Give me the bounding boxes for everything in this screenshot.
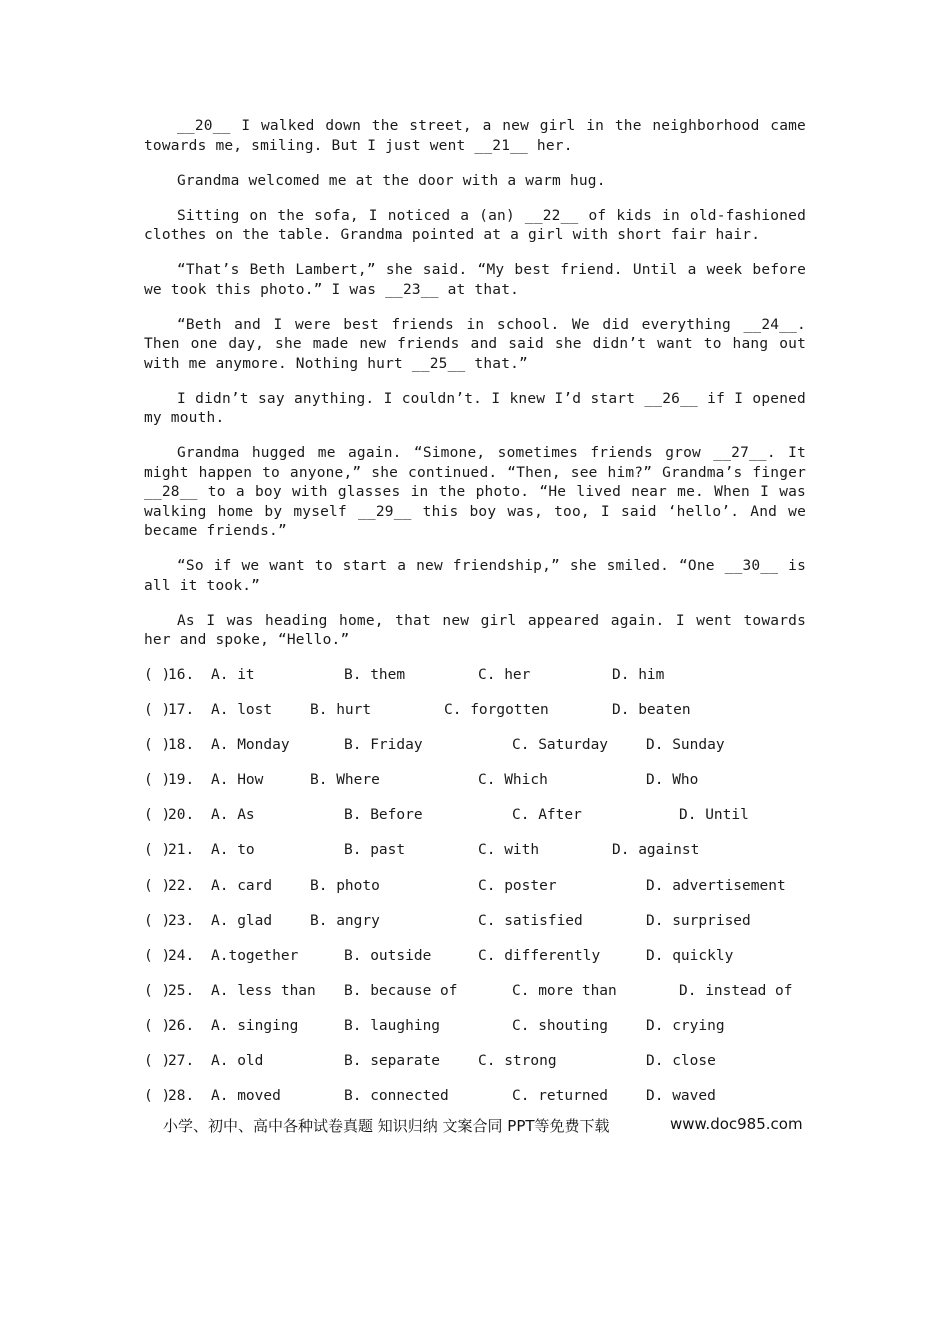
question-row	[144, 806, 806, 841]
question-row	[144, 736, 806, 771]
question-number: 20.	[168, 807, 195, 824]
footer-website: www.doc985.com	[670, 1115, 803, 1133]
option-c: C. satisfied	[478, 912, 583, 929]
question-row	[144, 701, 806, 736]
answer-blank: ( )	[144, 772, 171, 789]
option-c: C. differently	[478, 947, 601, 964]
passage-paragraph: Sitting on the sofa, I noticed a (an) __22__ of kids in old-fashioned clothes on the table. Grandma pointed at a girl with short fair hair.	[144, 207, 806, 243]
option-a: A. old	[211, 1053, 264, 1070]
option-c: C. with	[478, 842, 540, 859]
option-a: A. Monday	[211, 737, 290, 754]
question-row	[144, 1017, 806, 1052]
passage-paragraph: I didn’t say anything. I couldn’t. I knew I’d start __26__ if I opened my mouth.	[144, 390, 806, 426]
option-c: C. After	[512, 807, 582, 824]
question-number: 21.	[168, 842, 195, 859]
option-d: D. Sunday	[646, 737, 725, 754]
option-d: D. against	[612, 842, 700, 859]
option-d: D. surprised	[646, 912, 751, 929]
option-b: B. angry	[310, 912, 380, 929]
option-c: C. her	[478, 667, 531, 683]
question-row	[144, 912, 806, 947]
option-b: B. Friday	[344, 737, 423, 754]
option-d: D. Until	[679, 807, 749, 824]
option-d: D. quickly	[646, 947, 734, 964]
option-b: B. laughing	[344, 1017, 441, 1034]
option-c: C. forgotten	[444, 702, 549, 719]
answer-blank: ( )	[144, 1088, 171, 1105]
option-b: B. hurt	[310, 702, 372, 719]
option-b: B. outside	[344, 947, 432, 964]
option-d: D. crying	[646, 1017, 725, 1034]
passage-paragraph: “Beth and I were best friends in school. We did everything __24__. Then one day, she made new friends and said she didn’t want to hang out with me anymore. Nothing hurt __25__ that.”	[144, 316, 806, 372]
answer-blank: ( )	[144, 667, 171, 683]
footer	[163, 1115, 803, 1136]
question-number: 23.	[168, 912, 195, 929]
document-page	[144, 117, 806, 1122]
option-a: A. As	[211, 807, 255, 824]
answer-blank: ( )	[144, 912, 171, 929]
passage-paragraph: As I was heading home, that new girl appeared again. I went towards her and spoke, “Hello.”	[144, 612, 806, 648]
answer-blank: ( )	[144, 737, 171, 754]
option-d: D. beaten	[612, 702, 691, 719]
option-b: B. photo	[310, 877, 380, 894]
question-row	[144, 666, 806, 701]
option-a: A. How	[211, 772, 264, 789]
option-b: B. Where	[310, 772, 380, 789]
option-b: B. connected	[344, 1088, 449, 1105]
footer-text: 小学、初中、高中各种试卷真题 知识归纳 文案合同 PPT等免费下载	[163, 1117, 610, 1135]
option-d: D. him	[612, 667, 665, 683]
question-number: 16.	[168, 667, 195, 683]
passage-paragraph: Grandma welcomed me at the door with a warm hug.	[177, 172, 606, 189]
question-number: 27.	[168, 1053, 195, 1070]
question-row	[144, 841, 806, 876]
answer-blank: ( )	[144, 807, 171, 824]
option-d: D. instead of	[679, 982, 793, 999]
option-d: D. advertisement	[646, 877, 786, 894]
option-c: C. shouting	[512, 1017, 609, 1034]
question-number: 25.	[168, 982, 195, 999]
option-a: A. to	[211, 842, 255, 859]
option-b: B. because of	[344, 982, 458, 999]
question-number: 28.	[168, 1088, 195, 1105]
question-number: 26.	[168, 1017, 195, 1034]
question-row	[144, 877, 806, 912]
option-a: A. glad	[211, 912, 273, 929]
option-b: B. past	[344, 842, 406, 859]
answer-blank: ( )	[144, 1017, 171, 1034]
answer-blank: ( )	[144, 947, 171, 964]
option-c: C. poster	[478, 877, 557, 894]
answer-blank: ( )	[144, 1053, 171, 1070]
question-number: 24.	[168, 947, 195, 964]
option-a: A. singing	[211, 1017, 299, 1034]
passage-paragraph: “That’s Beth Lambert,” she said. “My best friend. Until a week before we took this photo.” I was __23__ at that.	[144, 262, 806, 298]
answer-blank: ( )	[144, 877, 171, 894]
answer-blank: ( )	[144, 702, 171, 719]
question-number: 17.	[168, 702, 195, 719]
option-c: C. Saturday	[512, 737, 609, 754]
option-a: A. it	[211, 667, 255, 683]
option-c: C. strong	[478, 1053, 557, 1070]
question-row	[144, 947, 806, 982]
option-a: A.together	[211, 947, 299, 964]
passage-paragraph: “So if we want to start a new friendship,” she smiled. “One __30__ is all it took.”	[144, 558, 806, 594]
answer-blank: ( )	[144, 842, 171, 859]
option-a: A. less than	[211, 982, 316, 999]
question-row	[144, 771, 806, 806]
option-a: A. lost	[211, 702, 273, 719]
question-number: 22.	[168, 877, 195, 894]
question-row	[144, 982, 806, 1017]
option-d: D. close	[646, 1053, 716, 1070]
option-d: D. waved	[646, 1088, 716, 1105]
option-c: C. Which	[478, 772, 548, 789]
question-number: 18.	[168, 737, 195, 754]
question-row	[144, 1052, 806, 1087]
option-b: B. separate	[344, 1053, 441, 1070]
option-a: A. card	[211, 877, 273, 894]
answer-blank: ( )	[144, 982, 171, 999]
option-a: A. moved	[211, 1088, 281, 1105]
option-b: B. Before	[344, 807, 423, 824]
option-c: C. returned	[512, 1088, 609, 1105]
option-b: B. them	[344, 667, 406, 683]
option-c: C. more than	[512, 982, 617, 999]
passage-paragraph: __20__ I walked down the street, a new girl in the neighborhood came towards me, smiling. But I just went __21__ her.	[144, 118, 806, 154]
passage-paragraph: Grandma hugged me again. “Simone, sometimes friends grow __27__. It might happen to anyone,” she continued. “Then, see him?” Grandma’s finger __28__ to a boy with glasses in the photo. “He lived near me. When I was walking home by myself __29__ this boy was, too, I said ‘hello’. And we became friends.”	[144, 445, 806, 539]
option-d: D. Who	[646, 772, 699, 789]
passage	[144, 117, 806, 651]
question-number: 19.	[168, 772, 195, 789]
question-list	[144, 666, 806, 1122]
